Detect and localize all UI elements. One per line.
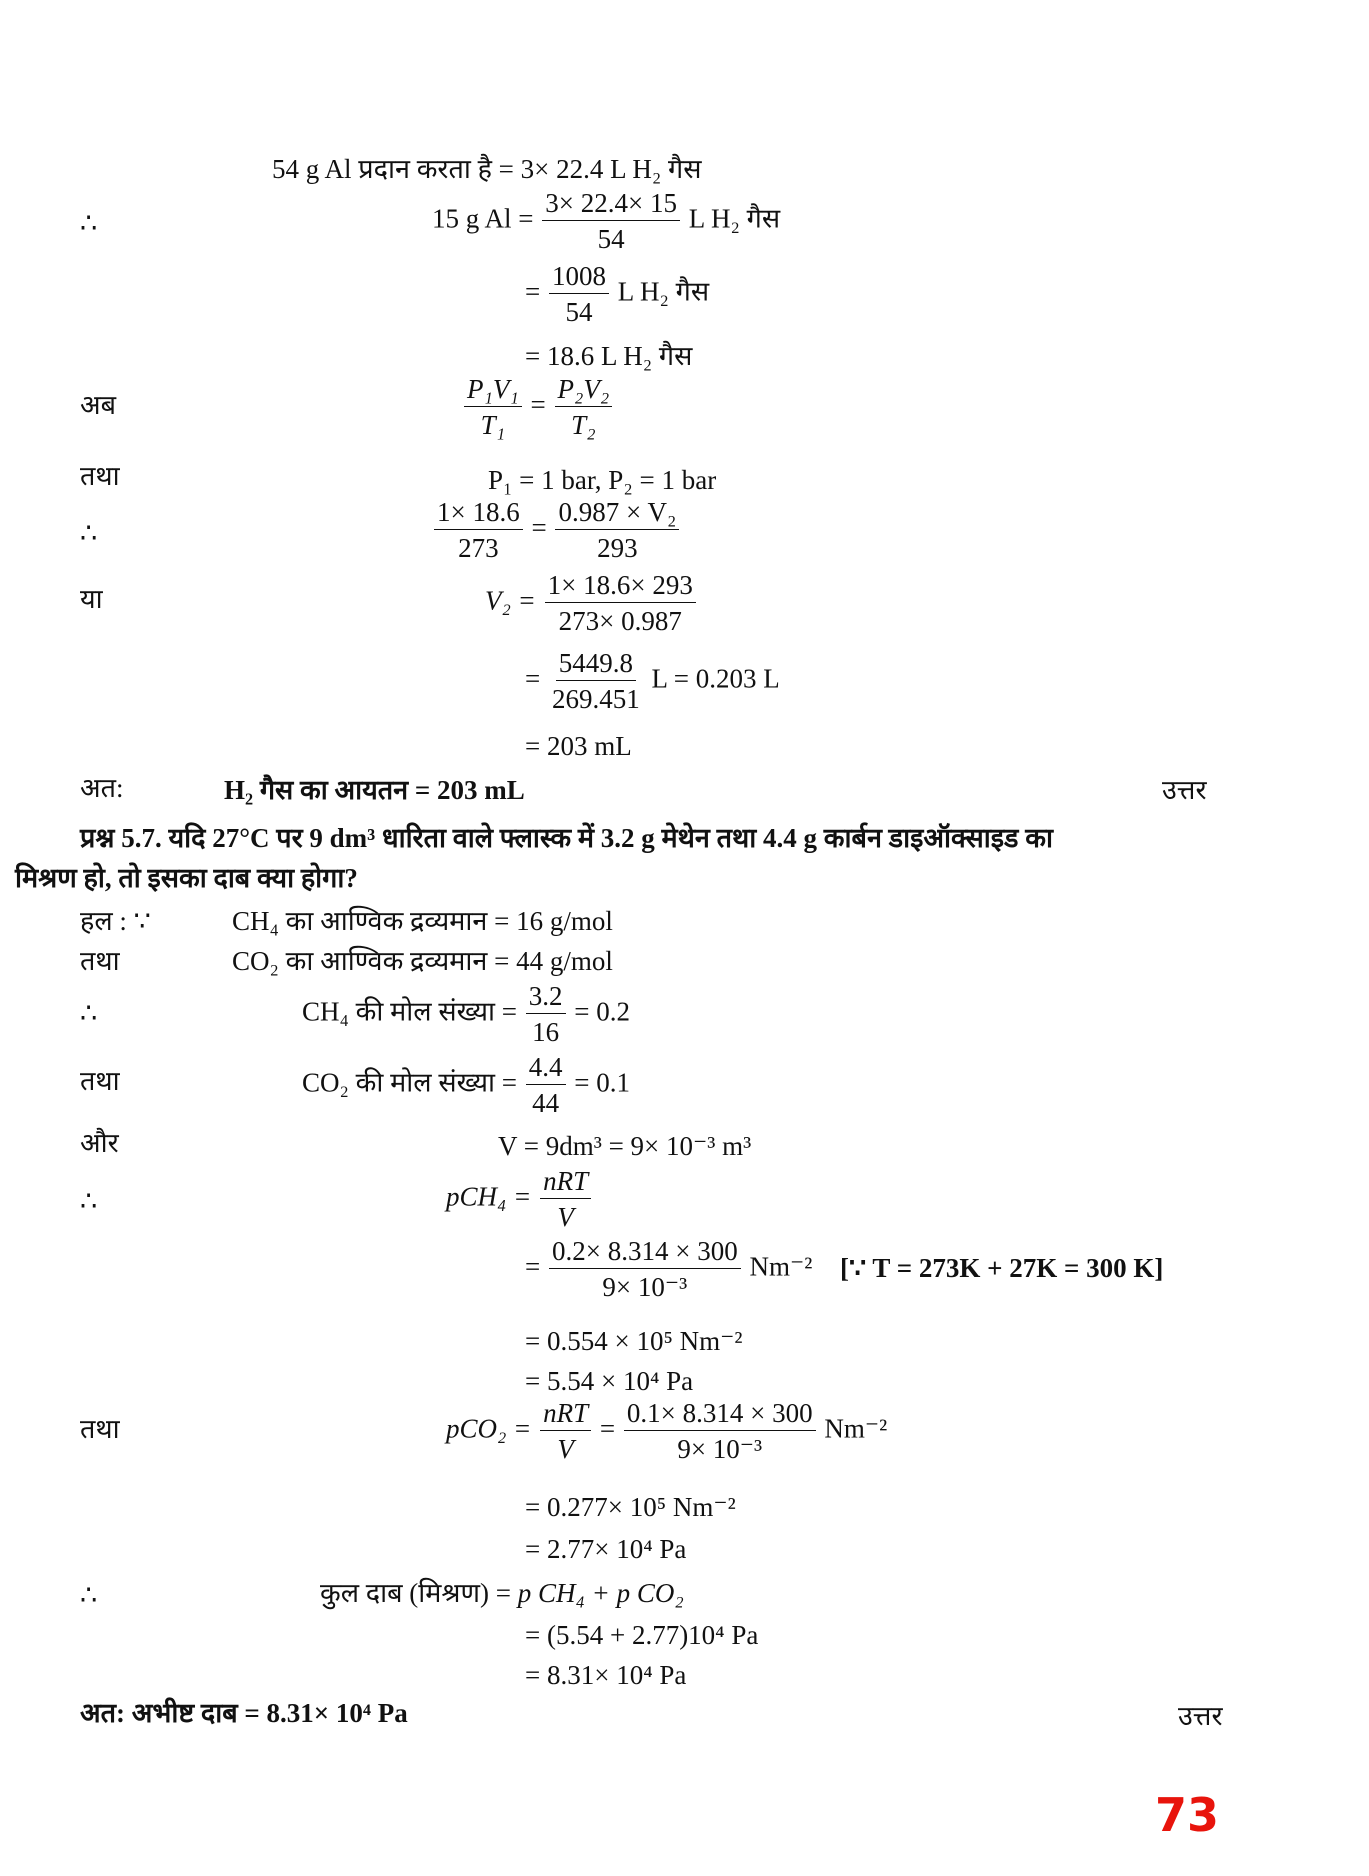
fraction: [549, 650, 643, 713]
denominator: 293: [597, 533, 638, 563]
question-line: मिश्रण हो, तो इसका दाब क्या होगा?: [15, 863, 358, 893]
fraction: [526, 983, 566, 1046]
equation-lhs: pCO₂ =: [446, 1413, 532, 1444]
fraction: [555, 376, 613, 439]
equation-lhs: 15 g Al =: [432, 203, 534, 234]
text-line: = 8.31× 10⁴ Pa: [525, 1660, 687, 1690]
denominator: 44: [532, 1088, 560, 1118]
text-line: = 18.6 L H₂ गैस: [525, 341, 693, 371]
therefore-symbol: ∴: [80, 1186, 98, 1216]
equation-lhs: कुल दाब (मिश्रण) =: [320, 1578, 512, 1608]
numerator: 0.987 × V₂: [555, 499, 679, 530]
numerator: 5449.8: [556, 650, 636, 681]
gas-equation: [462, 376, 614, 439]
text-line: = 2.77× 10⁴ Pa: [525, 1534, 687, 1564]
equation: [302, 1054, 630, 1117]
numerator: nRT: [540, 1168, 591, 1199]
equation: [302, 983, 630, 1046]
text-line: = 0.277× 10⁵ Nm⁻²: [525, 1492, 736, 1522]
equation: [432, 499, 681, 562]
answer-marker: उत्तर: [1178, 1701, 1223, 1731]
denominator: 9× 10⁻³: [602, 1272, 688, 1302]
equation-lhs: V₂ =: [485, 585, 536, 616]
numerator: 3× 22.4× 15: [542, 190, 680, 221]
denominator: 54: [565, 297, 593, 327]
fraction: [540, 1400, 591, 1463]
therefore-symbol: ∴: [80, 518, 98, 548]
text-line: CO₂ का आण्विक द्रव्यमान = 44 g/mol: [232, 946, 613, 976]
label-ab: अब: [80, 390, 117, 420]
denominator: T₂: [571, 410, 596, 440]
equation: [446, 1400, 887, 1463]
answer-text: H₂ गैस का आयतन = 203 mL: [224, 775, 525, 805]
denominator: 269.451: [551, 684, 640, 714]
equals: =: [599, 1413, 616, 1444]
fraction: [545, 572, 696, 635]
temperature-note: [∵ T = 273K + 27K = 300 K]: [840, 1253, 1164, 1283]
label-tatha: तथा: [80, 1066, 120, 1096]
unit: Nm⁻²: [749, 1251, 813, 1282]
equation: [446, 1168, 593, 1231]
answer-marker: उत्तर: [1162, 775, 1207, 805]
text-line: 54 g Al प्रदान करता है = 3× 22.4 L H₂ गैस: [272, 154, 702, 184]
fraction: [434, 499, 523, 562]
equation-lhs: pCH₄ =: [446, 1181, 532, 1212]
question-line: प्रश्न 5.7. यदि 27°C पर 9 dm³ धारिता वाले फ्लास्क में 3.2 g मेथेन तथा 4.4 g कार्बन डाइऑक्साइड का: [80, 823, 1053, 853]
denominator: 273: [458, 533, 499, 563]
therefore-symbol: ∴: [80, 208, 98, 238]
denominator: 9× 10⁻³: [677, 1434, 763, 1464]
fraction: [464, 376, 522, 439]
numerator: P₁V₁: [464, 376, 522, 407]
denominator: 273× 0.987: [558, 606, 682, 636]
equation: [525, 1238, 812, 1301]
equation-rhs: p CH₄ + p CO₂: [517, 1578, 684, 1608]
equation-rhs: L = 0.203 L: [651, 663, 780, 694]
equation: [320, 1580, 684, 1607]
equals: =: [525, 663, 541, 694]
therefore-symbol: ∴: [80, 998, 98, 1028]
label-ya: या: [80, 584, 103, 614]
equation: [432, 190, 780, 253]
equation-lhs: CH₄ की मोल संख्या =: [302, 996, 518, 1027]
label-aur: और: [80, 1128, 119, 1158]
fraction: [549, 1238, 741, 1301]
text-line: = 203 mL: [525, 731, 632, 761]
numerator: 4.4: [526, 1054, 566, 1085]
text-line: CH₄ का आण्विक द्रव्यमान = 16 g/mol: [232, 906, 613, 936]
equals: =: [525, 1251, 541, 1282]
numerator: P₂V₂: [555, 376, 613, 407]
label-atah: अत:: [80, 773, 124, 803]
text-line: = (5.54 + 2.77)10⁴ Pa: [525, 1620, 759, 1650]
text-line: V = 9dm³ = 9× 10⁻³ m³: [498, 1131, 752, 1161]
equation: [485, 572, 698, 635]
numerator: nRT: [540, 1400, 591, 1431]
answer-text: अत: अभीष्ट दाब = 8.31× 10⁴ Pa: [80, 1698, 408, 1728]
label-hal: हल : ∵: [80, 906, 151, 936]
denominator: T₁: [480, 410, 506, 440]
fraction: [540, 1168, 591, 1231]
label-tatha: तथा: [80, 461, 120, 491]
denominator: V: [557, 1202, 574, 1232]
text-line: = 0.554 × 10⁵ Nm⁻²: [525, 1326, 743, 1356]
fraction: [526, 1054, 566, 1117]
denominator: 16: [532, 1017, 560, 1047]
text-line: = 5.54 × 10⁴ Pa: [525, 1366, 694, 1396]
denominator: V: [557, 1434, 574, 1464]
numerator: 0.1× 8.314 × 300: [624, 1400, 816, 1431]
therefore-symbol: ∴: [80, 1580, 98, 1610]
equation-rhs: L H₂ गैस: [617, 276, 710, 307]
fraction: [542, 190, 680, 253]
equation-rhs: L H₂ गैस: [688, 203, 781, 234]
text-line: P₁ = 1 bar, P₂ = 1 bar: [488, 465, 717, 495]
fraction: [555, 499, 679, 562]
label-tatha: तथा: [80, 1414, 120, 1444]
unit: Nm⁻²: [824, 1413, 888, 1444]
equation-lhs: CO₂ की मोल संख्या =: [302, 1067, 518, 1098]
numerator: 1008: [549, 263, 609, 294]
equation: [525, 650, 780, 713]
numerator: 0.2× 8.314 × 300: [549, 1238, 741, 1269]
label-tatha: तथा: [80, 946, 120, 976]
equation-rhs: = 0.2: [574, 996, 631, 1027]
equals: =: [525, 276, 541, 307]
equation: [525, 263, 709, 326]
equation-rhs: = 0.1: [574, 1067, 631, 1098]
numerator: 3.2: [526, 983, 566, 1014]
numerator: 1× 18.6× 293: [545, 572, 696, 603]
equals: =: [531, 512, 547, 543]
equals: =: [530, 389, 546, 420]
numerator: 1× 18.6: [434, 499, 523, 530]
denominator: 54: [597, 224, 625, 254]
fraction: [624, 1400, 816, 1463]
page-number: 73: [1155, 1788, 1220, 1842]
fraction: [549, 263, 609, 326]
